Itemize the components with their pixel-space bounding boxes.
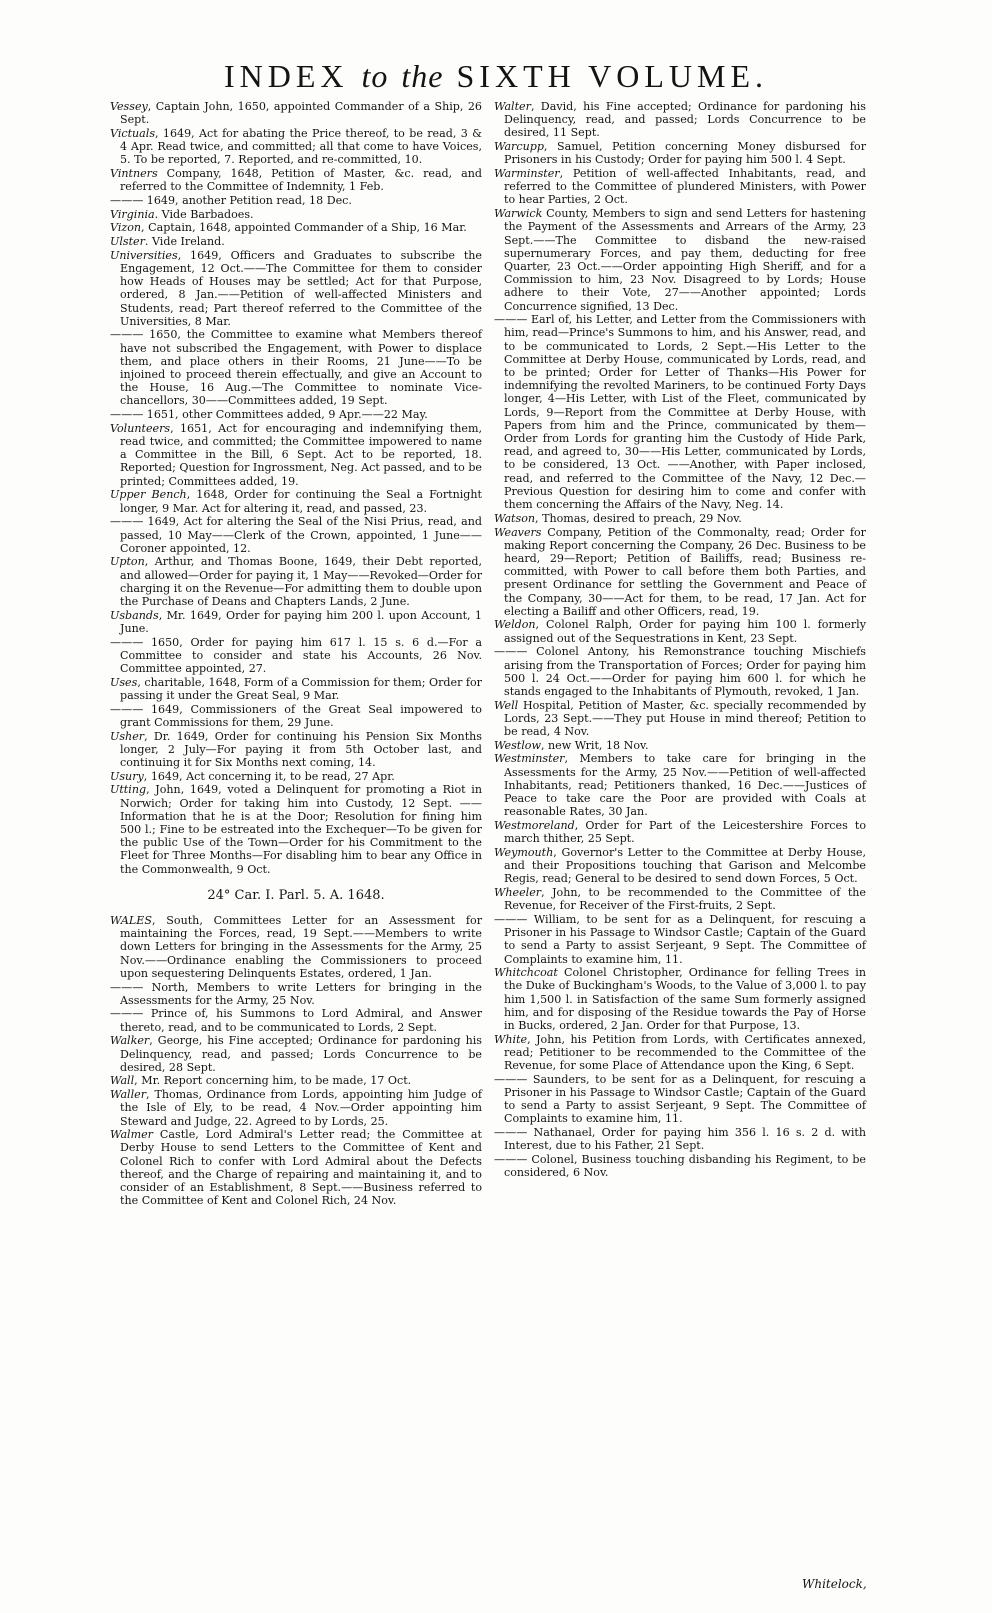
entry-text: . Vide Barbadoes. (154, 207, 254, 221)
entry-heading: Weldon (494, 618, 536, 632)
index-entry (494, 512, 866, 525)
right-entries (494, 100, 866, 1179)
entry-heading: WALES (110, 913, 152, 927)
entry-heading: ——— (494, 313, 528, 327)
index-entry (494, 167, 866, 207)
index-entry (494, 819, 866, 845)
index-entry (494, 739, 866, 752)
index-entry (110, 422, 482, 488)
index-entry (110, 770, 482, 783)
index-entry (110, 730, 482, 770)
entry-heading: Uses (110, 675, 138, 689)
entry-text: , Colonel Ralph, Order for paying him 100 l. formerly assigned out of the Sequestrations in Kent, 23 Sept. (504, 618, 866, 645)
entry-heading: Warminster (494, 167, 560, 181)
index-entry (110, 221, 482, 234)
entry-text: 1650, Order for paying him 617 l. 15 s. 6 d.—For a Committee to consider and state his Accounts, 26 Nov. Committee appointed, 27. (120, 635, 482, 676)
index-entry (494, 886, 866, 912)
entry-text: Company, Petition of the Commonalty, read; Order for making Report concerning the Company, 26 Dec. Business to be heard, 29—Report; Petition of Bailiffs, read; Business re-committed, with Power to call before them both Parties, and present Ordinance for settling the Government and Peace of the Company, 30——Act for them, to be read, 17 Jan. Act for electing a Bailiff and other Officers, read, 19. (504, 525, 866, 618)
entry-heading: Usbands (110, 608, 159, 622)
index-entry (110, 100, 482, 126)
page-title (0, 58, 992, 95)
entry-text: , Captain John, 1650, appointed Commander of a Ship, 26 Sept. (120, 100, 482, 127)
index-entry (110, 235, 482, 248)
index-entry (110, 981, 482, 1007)
entry-heading: ——— (110, 193, 144, 207)
entry-heading: Vessey (110, 100, 148, 113)
index-entry (494, 1033, 866, 1073)
index-entry (494, 140, 866, 166)
entry-heading: ——— (110, 702, 144, 716)
index-entry (110, 703, 482, 729)
entry-heading: Walmer (110, 1128, 153, 1142)
entry-heading: Wheeler (494, 885, 542, 899)
entry-heading: Universities (110, 248, 178, 262)
index-entry (494, 313, 866, 511)
entry-text: Prince of, his Summons to Lord Admiral, and Answer thereto, read, and to be communicated to Lords, 2 Sept. (120, 1007, 482, 1034)
entry-text: William, to be sent for as a Delinquent, for rescuing a Prisoner in his Passage to Windsor Castle; Captain of the Guard to send a Party to assist Serjeant, 9 Sept. The Committee of Complaints to examine him, 11. (504, 912, 866, 966)
entry-heading: Utting (110, 783, 147, 797)
entry-text: , Mr. 1649, Order for paying him 200 l. upon Account, 1 June. (120, 608, 482, 635)
entry-text: Colonel, Business touching disbanding his Regiment, to be considered, 6 Nov. (504, 1153, 866, 1180)
entry-heading: Usher (110, 729, 145, 743)
entry-heading: Weymouth (494, 845, 554, 859)
index-entry (110, 783, 482, 875)
entry-heading: ——— (110, 515, 144, 529)
entry-heading: Walter (494, 100, 531, 113)
entry-text: , 1649, Act concerning it, to be read, 27 Apr. (143, 769, 395, 783)
catchword: Whitelock, (802, 1577, 867, 1591)
entry-heading: ——— (110, 980, 144, 994)
entry-text: 1649, another Petition read, 18 Dec. (143, 193, 352, 207)
index-entry (494, 100, 866, 140)
section-heading: 24° Car. I. Parl. 5. A. 1648. (207, 887, 385, 903)
entry-text: 1651, other Committees added, 9 Apr.——22 May. (143, 408, 428, 422)
left-entries (110, 100, 482, 876)
index-entry (494, 699, 866, 739)
index-entry (110, 127, 482, 167)
index-entry (110, 1088, 482, 1128)
entry-heading: Ulster (110, 235, 145, 249)
entry-heading: ——— (494, 1126, 528, 1140)
entry-text: 1650, the Committee to examine what Members thereof have not subscribed the Engagement, with Power to displace them, and place others in their Rooms, 21 June——To be injoined to proceed therein effectually, and give an Account to the House, 16 Aug.—The Committee to nominate Vice-chancellors, 30——Committees added, 19 Sept. (120, 328, 482, 408)
title-main: INDEX (223, 58, 349, 94)
entry-text: , Governor's Letter to the Committee at Derby House, and their Propositions touching that Garison and Melcombe Regis, read; General to be desired to send down Forces, 5 Oct. (504, 845, 866, 886)
entry-heading: Vintners (110, 167, 158, 181)
index-entry (110, 194, 482, 207)
entry-heading: Vizon (110, 221, 142, 235)
index-entry (494, 1153, 866, 1179)
entry-text: , David, his Fine accepted; Ordinance for pardoning his Delinquency, read, and passed; Lords Concurrence to be desired, 11 Sept. (504, 100, 866, 140)
title-to: to (361, 58, 389, 94)
entry-heading: ——— (494, 1072, 528, 1086)
entry-heading: ——— (494, 912, 528, 926)
entry-text: , 1649, Act for abating the Price thereof, to be read, 3 & 4 Apr. Read twice, and committed; all that come to have Voices, 5. To be reported, 7. Reported, and re-committed, 10. (120, 126, 482, 167)
entry-text: , 1651, Act for encouraging and indemnifying them, read twice, and committed; the Committee impowered to name a Committee in the Bill, 6 Sept. Act to be reported, 18. Reported; Question for Ingrossment, Neg. Act passed, and to be printed; Committees added, 19. (120, 421, 482, 488)
entry-text: County, Members to sign and send Letters for hastening the Payment of the Assessments and Arrears of the Army, 23 Sept.——The Committee to disband the new-raised supernumerary Forces, and pay them, deducting for free Quarter, 23 Oct.——Order appointing High Sheriff, and for a Commission to him, 23 Nov. Disagreed to by Lords; House adhere to their Vote, 27——Another appointed; Lords Concurrence signified, 13 Dec. (504, 207, 866, 313)
entry-heading: Weavers (494, 525, 542, 539)
index-entry (494, 1126, 866, 1152)
index-entry (110, 555, 482, 608)
title-rest: SIXTH VOLUME. (456, 58, 769, 94)
index-entry (110, 609, 482, 635)
entry-text: , John, to be recommended to the Committee of the Revenue, for Receiver of the First-fruits, 2 Sept. (504, 885, 866, 913)
left-entries-after (110, 914, 482, 1207)
left-column (110, 100, 482, 1208)
entry-heading: Westminster (494, 752, 565, 766)
entry-text: , Thomas, Ordinance from Lords, appointing him Judge of the Isle of Ely, to be read, 4 Nov.—Order appointing him Steward and Judge, 22. Agreed to by Lords, 25. (120, 1088, 482, 1128)
index-entry (110, 515, 482, 555)
entry-heading: Westmoreland (494, 818, 575, 832)
entry-text: , Thomas, desired to preach, 29 Nov. (535, 511, 742, 525)
index-entry (494, 846, 866, 886)
index-entry (494, 645, 866, 698)
entry-text: , Members to take care for bringing in the Assessments for the Army, 25 Nov.——Petition of well-affected Inhabitants, read; Petitioners thanked, 16 Dec.——Justices of Peace to take care the Poor are provided with Coals at reasonable Rates, 30 Jan. (504, 752, 866, 819)
entry-text: , charitable, 1648, Form of a Commission for them; Order for passing it under the Great Seal, 9 Mar. (120, 675, 482, 702)
entry-text: , Arthur, and Thomas Boone, 1649, their Debt reported, and allowed—Order for paying it, 1 May——Revoked—Order for charging it on the Revenue—For admitting them to double upon the Purchase of Deans and Chapters Lands, 2 June. (120, 555, 482, 609)
index-entry (494, 207, 866, 313)
right-column (494, 100, 866, 1180)
entry-text: Colonel Antony, his Remonstrance touching Mischiefs arising from the Transportation of Forces; Order for paying him 500 l. 24 Oct.——Order for paying him 600 l. for which he stands engaged to the Inhabitants of Plymouth, revoked, 1 Jan. (504, 645, 866, 698)
entry-text: , Order for Part of the Leicestershire Forces to march thither, 25 Sept. (504, 818, 866, 846)
entry-heading: ——— (494, 1153, 528, 1167)
index-entry (110, 1074, 482, 1087)
index-entry (110, 914, 482, 980)
entry-text: , Captain, 1648, appointed Commander of a Ship, 16 Mar. (141, 221, 467, 235)
index-entry (110, 167, 482, 193)
entry-heading: ——— (110, 328, 144, 342)
entry-heading: ——— (110, 408, 144, 422)
entry-heading: Wall (110, 1074, 135, 1088)
index-entry (110, 676, 482, 702)
entry-heading: Victuals (110, 126, 156, 140)
index-entry (110, 328, 482, 407)
entry-text: , South, Committees Letter for an Assessment for maintaining the Forces, read, 19 Sept.——Members to write down Letters for bringing in the Assessments for the Army, 25 Nov.——Ordinance enabling the Commissioners to proceed upon sequestering Delinquents Estates, ordered, 1 Jan. (120, 913, 482, 980)
entry-heading: Well (494, 698, 519, 712)
entry-heading: White (494, 1032, 528, 1046)
entry-heading: Warcupp (494, 140, 544, 154)
entry-text: , new Writ, 18 Nov. (540, 738, 649, 752)
entry-heading: ——— (110, 1007, 144, 1021)
entry-text: Nathanael, Order for paying him 356 l. 16 s. 2 d. with Interest, due to his Father, 21 Sept. (504, 1126, 866, 1153)
title-the: the (401, 58, 444, 94)
entry-text: Earl of, his Letter, and Letter from the Commissioners with him, read—Prince's Summons to him, and his Answer, read, and to be communicated to Lords, 2 Sept.—His Letter to the Committee at Derby House, communicated by Lords, read, and to be printed; Order for Letter of Thanks—His Power for indemnifying the revolted Mariners, to be continued Forty Days longer, 4—His Letter, with List of the Fleet, communicated by Lords, 9—Report from the Committee at Derby House, with Papers from him and the Prince, communicated by them—Order from Lords for granting him the Custody of Hide Park, read, and agreed to, 30——His Letter, communicated by Lords, to be considered, 13 Oct. ——Another, with Paper inclosed, read, and referred to the Committee of the Navy, 12 Dec.—Previous Question for desiring him to come and confer with them concerning the Affairs of the Navy, Neg. 14. (504, 313, 866, 512)
entry-heading: Upton (110, 555, 145, 569)
entry-text: Colonel Christopher, Ordinance for felling Trees in the Duke of Buckingham's Woods, to the Value of 3,000 l. to pay him 1,500 l. in Satisfaction of the same Sum formerly assigned him, and for disposing of the Residue towards the Pay of Horse in Bucks, ordered, 2 Jan. Order for that Purpose, 13. (504, 966, 866, 1033)
entry-heading: ——— (110, 635, 144, 649)
entry-heading: Whitchcoat (494, 966, 558, 980)
index-entry (494, 752, 866, 818)
entry-text: Castle, Lord Admiral's Letter read; the Committee at Derby House to send Letters to the Committee of Kent and Colonel Rich to confer with Lord Admiral about the Defects thereof, and the Charge of repairing and maintaining it, and to consider of an Establishment, 8 Sept.——Business referred to the Committee of Kent and Colonel Rich, 24 Nov. (120, 1128, 482, 1208)
entry-text: 1649, Act for altering the Seal of the Nisi Prius, read, and passed, 10 May——Clerk of the Crown, appointed, 1 June——Coroner appointed, 12. (120, 515, 482, 555)
entry-heading: ——— (494, 645, 528, 659)
entry-text: North, Members to write Letters for bringing in the Assessments for the Army, 25 Nov. (120, 980, 482, 1007)
entry-text: , Petition of well-affected Inhabitants, read, and referred to the Committee of plundered Ministers, with Power to hear Parties, 2 Oct. (504, 167, 866, 207)
index-entry (494, 618, 866, 644)
entry-text: , 1649, Officers and Graduates to subscribe the Engagement, 12 Oct.——The Committee for them to consider how Heads of Houses may be settled; Act for that Purpose, ordered, 8 Jan.——Petition of well-affected Ministers and Students, read; Part thereof referred to the Committee of the Universities, 8 Mar. (120, 248, 482, 328)
entry-text: Saunders, to be sent for as a Delinquent, for rescuing a Prisoner in his Passage to Windsor Castle; Captain of the Guard to send a Party to assist Serjeant, 9 Sept. The Committee of Complaints to examine him, 11. (504, 1072, 866, 1126)
index-entry (110, 208, 482, 221)
index-entry (494, 1073, 866, 1126)
entry-heading: Westlow (494, 738, 541, 752)
entry-heading: Volunteers (110, 421, 171, 435)
entry-text: . Vide Ireland. (144, 235, 225, 249)
entry-text: Hospital, Petition of Master, &c. specially recommended by Lords, 23 Sept.——They put House in mind thereof; Petition to be read, 4 Nov. (504, 698, 866, 739)
entry-heading: Warwick (494, 207, 543, 221)
entry-heading: Usury (110, 769, 144, 783)
entry-heading: Walker (110, 1034, 150, 1048)
entry-text: 1649, Commissioners of the Great Seal impowered to grant Commissions for them, 29 June. (120, 702, 482, 729)
index-entry (110, 408, 482, 421)
entry-text: , John, 1649, voted a Delinquent for promoting a Riot in Norwich; Order for taking him into Custody, 12 Sept. ——Information that he is at the Door; Resolution for fining him 500 l.; Fine to be estreated into the Exchequer—To be given for the public Use of the Town—Order for his Commitment to the Fleet for Three Months—For disabling him to bear any Office in the Commonwealth, 9 Oct. (120, 783, 482, 876)
entry-text: , Samuel, Petition concerning Money disbursed for Prisoners in his Custody; Order for paying him 500 l. 4 Sept. (504, 140, 866, 167)
entry-text: , Dr. 1649, Order for continuing his Pension Six Months longer, 2 July—For paying it from 5th October last, and continuing it for Six Months next coming, 14. (120, 729, 482, 769)
entry-text: , George, his Fine accepted; Ordinance for pardoning his Delinquency, read, and passed; Lords Concurrence to be desired, 28 Sept. (120, 1034, 482, 1074)
entry-text: , John, his Petition from Lords, with Certificates annexed, read; Petitioner to be recommended to the Committee of the Revenue, for some Place of Attendance upon the King, 6 Sept. (504, 1032, 866, 1073)
index-entry (110, 1007, 482, 1033)
entry-text: Company, 1648, Petition of Master, &c. read, and referred to the Committee of Indemnity, 1 Feb. (120, 167, 482, 194)
entry-heading: Waller (110, 1088, 147, 1102)
entry-heading: Virginia (110, 207, 155, 221)
index-entry (110, 1034, 482, 1074)
index-entry (110, 488, 482, 514)
entry-text: , 1648, Order for continuing the Seal a Fortnight longer, 9 Mar. Act for altering it, read, and passed, 23. (120, 488, 483, 515)
index-entry (494, 966, 866, 1032)
index-entry (110, 636, 482, 676)
entry-heading: Upper Bench (110, 488, 187, 502)
index-entry (494, 913, 866, 966)
index-entry (110, 1128, 482, 1207)
entry-heading: Watson (494, 511, 536, 525)
index-entry (110, 249, 482, 328)
entry-text: , Mr. Report concerning him, to be made, 17 Oct. (134, 1074, 412, 1088)
index-entry (494, 526, 866, 618)
